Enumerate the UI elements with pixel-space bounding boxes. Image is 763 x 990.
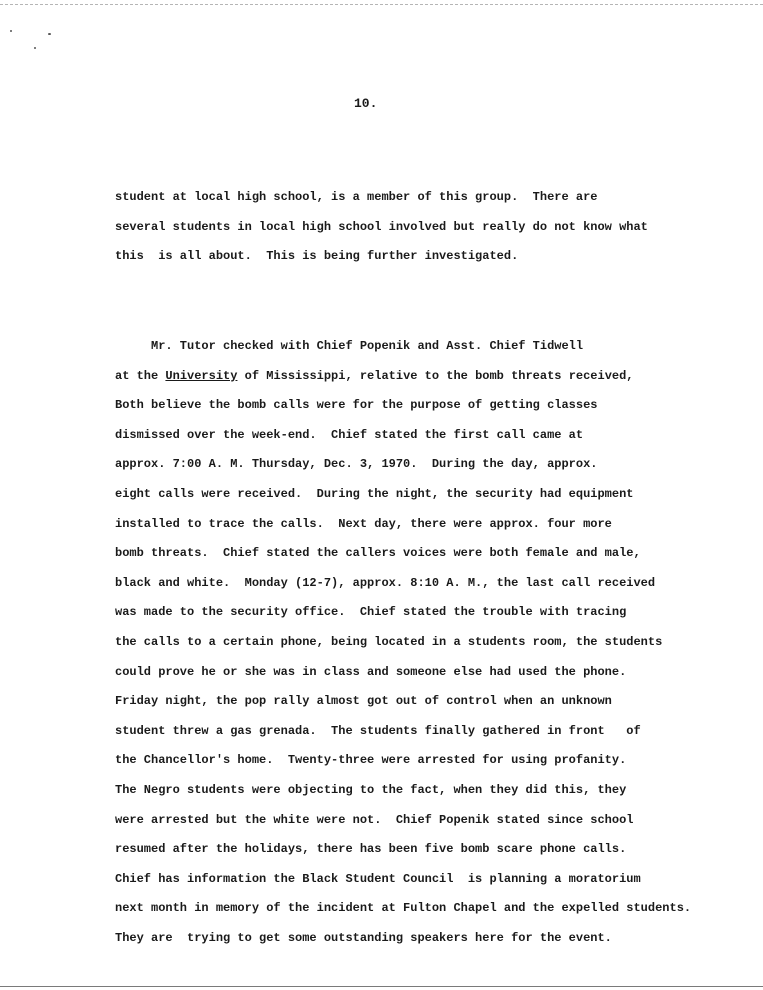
text-line: this is all about. This is being further investigated.	[115, 249, 519, 264]
page-bottom-edge	[0, 986, 763, 987]
underlined-word: University	[165, 368, 238, 383]
text-line: the Chancellor's home. Twenty-three were arrested for using profanity.	[115, 753, 627, 768]
page-number: 10.	[354, 96, 378, 111]
text-line: next month in memory of the incident at Fulton Chapel and the expelled students.	[115, 901, 692, 916]
text-line: approx. 7:00 A. M. Thursday, Dec. 3, 1970. During the day, approx.	[115, 457, 598, 472]
text-line: Both believe the bomb calls were for the purpose of getting classes	[115, 398, 598, 413]
text-line: could prove he or she was in class and someone else had used the phone.	[115, 664, 627, 679]
text-line: student at local high school, is a member of this group. There are	[115, 190, 598, 204]
text-line: Friday night, the pop rally almost got out of control when an unknown	[115, 694, 612, 709]
text-line: dismissed over the week-end. Chief stated the first call came at	[115, 427, 584, 442]
text-line: were arrested but the white were not. Chief Popenik stated since school	[115, 812, 634, 827]
text-line: several students in local high school involved but really do not know what	[115, 219, 648, 234]
text-line: student threw a gas grenada. The students finally gathered in front of	[115, 723, 641, 738]
scan-speck	[48, 33, 51, 35]
text-line: was made to the security office. Chief stated the trouble with tracing	[115, 605, 627, 620]
text-fragment: at the	[115, 368, 166, 383]
text-line-underlined	[115, 368, 735, 398]
text-line: the calls to a certain phone, being located in a students room, the students	[115, 634, 663, 649]
paragraph-report	[115, 338, 735, 959]
text-line: Chief has information the Black Student Council is planning a moratorium	[115, 871, 641, 886]
page-top-edge	[0, 4, 763, 5]
text-line: bomb threats. Chief stated the callers voices were both female and male,	[115, 546, 641, 561]
text-fragment: of Mississippi, relative to the bomb threats received,	[237, 368, 634, 383]
text-line: installed to trace the calls. Next day, there were approx. four more	[115, 516, 612, 531]
text-line: The Negro students were objecting to the fact, when they did this, they	[115, 782, 627, 797]
paragraph-continuation	[115, 189, 735, 278]
text-line: resumed after the holidays, there has been five bomb scare phone calls.	[115, 842, 627, 857]
text-line: They are trying to get some outstanding speakers here for the event.	[115, 930, 612, 945]
scan-speck	[10, 30, 12, 32]
text-line: Mr. Tutor checked with Chief Popenik and Asst. Chief Tidwell	[115, 339, 584, 353]
text-line: eight calls were received. During the night, the security had equipment	[115, 486, 634, 501]
text-line: black and white. Monday (12-7), approx. 8:10 A. M., the last call received	[115, 575, 656, 590]
scan-speck	[34, 47, 36, 49]
